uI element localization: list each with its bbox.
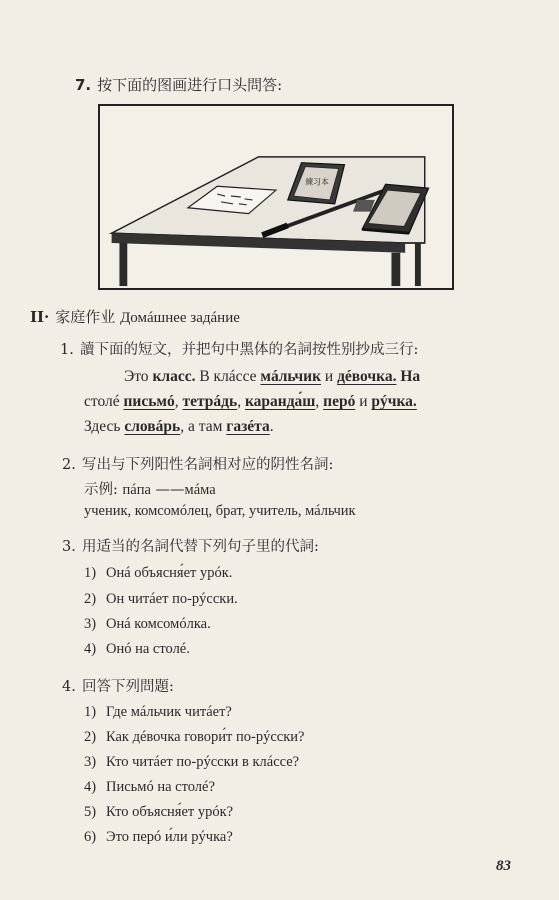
text-run: , <box>237 393 245 410</box>
item-text: Онá объясня́ет урóк. <box>106 565 233 581</box>
text-run: , <box>174 393 183 410</box>
passage-line-3 <box>84 418 274 436</box>
desk-drawing <box>100 106 452 288</box>
passage-line-2 <box>84 393 417 411</box>
sentence-item <box>84 616 211 633</box>
exercise-number: 7. <box>75 76 92 94</box>
item-text: Письмó на столé? <box>106 779 215 795</box>
table-leg <box>415 243 421 286</box>
task-3-instruction <box>62 535 319 556</box>
text-run: Здесь <box>84 418 125 435</box>
section-title-cn: 家庭作业 <box>55 308 116 326</box>
example-word: пáпа <box>122 482 151 498</box>
example-dash: —— <box>155 482 185 498</box>
item-text: Он читáет по-рýсски. <box>106 591 238 607</box>
item-text: Кто объясня́ет урóк? <box>106 804 234 820</box>
item-text: Как дéвочка говори́т по-рýсски? <box>106 729 305 745</box>
task-2-words: ученик, комсомóлец, брат, учитель, мáльчик <box>84 503 356 519</box>
passage-line-1 <box>124 368 420 386</box>
sentence-item <box>84 591 238 608</box>
task-2-instruction <box>62 453 333 474</box>
instruction-text: 用适当的名詞代替下列句子里的代詞: <box>82 539 319 555</box>
notebook-cover-text: 練习本 <box>305 177 329 187</box>
item-number: 5) <box>84 804 97 820</box>
question-item <box>84 804 233 821</box>
text-run: Это <box>124 368 153 385</box>
text-run: столé <box>84 393 124 410</box>
bold-noun: каранда́ш <box>244 393 316 410</box>
bold-noun: газéта <box>226 418 270 435</box>
task-4-instruction <box>62 675 174 696</box>
bold-noun: тетрáдь <box>182 393 238 410</box>
task-number: 1. <box>60 342 74 358</box>
item-number: 2) <box>84 591 97 607</box>
exercise-title: 按下面的图画进行口头問答: <box>97 76 283 94</box>
item-text: Онó на столé. <box>106 641 190 657</box>
item-number: 4) <box>84 641 97 657</box>
question-item <box>84 704 232 721</box>
item-number: 6) <box>84 829 97 845</box>
bold-noun: дéвочка. <box>337 368 397 385</box>
question-item <box>84 754 299 771</box>
text-run: и <box>321 368 338 385</box>
bold-noun: перó <box>323 393 356 410</box>
bold-noun: письмó <box>123 393 175 410</box>
bold-noun: мáльчик <box>260 368 322 385</box>
task-number: 2. <box>62 457 76 473</box>
example-answer: мáма <box>184 482 216 498</box>
item-number: 3) <box>84 616 97 632</box>
item-text: Это перó и́ли рýчка? <box>106 829 233 845</box>
task-number: 3. <box>62 539 76 555</box>
text-run: . <box>269 418 274 435</box>
item-number: 1) <box>84 704 97 720</box>
task-2-example <box>84 478 216 499</box>
task-number: 4. <box>62 679 76 695</box>
item-number: 3) <box>84 754 97 770</box>
instruction-text: 回答下列問題: <box>82 679 174 695</box>
table-leg <box>119 243 127 286</box>
item-text: Онá комсомóлка. <box>106 616 211 632</box>
section-heading <box>30 306 240 327</box>
text-run: , <box>315 393 324 410</box>
bold-noun: словáрь <box>124 418 181 435</box>
page-number: 83 <box>496 858 511 874</box>
instruction-text: 写出与下列阳性名詞相对应的阴性名詞: <box>82 457 334 473</box>
section-title-ru: Домáшнее задáние <box>120 310 240 326</box>
item-text: Кто читáет по-рýсски в клáссе? <box>106 754 300 770</box>
exercise-7-heading <box>75 74 282 95</box>
text-run: На <box>396 368 421 385</box>
item-number: 2) <box>84 729 97 745</box>
sentence-item <box>84 641 190 658</box>
instruction-text: 讀下面的短文，并把句中黑体的名詞按性别抄成三行: <box>80 342 419 358</box>
example-label: 示例: <box>84 482 118 498</box>
item-number: 4) <box>84 779 97 795</box>
task-1-instruction <box>60 338 418 359</box>
table-leg <box>391 253 400 286</box>
text-run: , а там <box>180 418 227 435</box>
bold-noun: рýчка. <box>371 393 417 410</box>
text-run: В клáссе <box>195 368 261 385</box>
section-number: II· <box>30 308 50 326</box>
item-number: 1) <box>84 565 97 581</box>
question-item <box>84 729 304 746</box>
sentence-item <box>84 565 232 582</box>
bold-noun: класс. <box>152 368 196 385</box>
text-run: и <box>355 393 372 410</box>
question-item <box>84 779 215 796</box>
desk-illustration <box>98 104 454 290</box>
item-text: Где мáльчик читáет? <box>106 704 232 720</box>
question-item <box>84 829 233 846</box>
